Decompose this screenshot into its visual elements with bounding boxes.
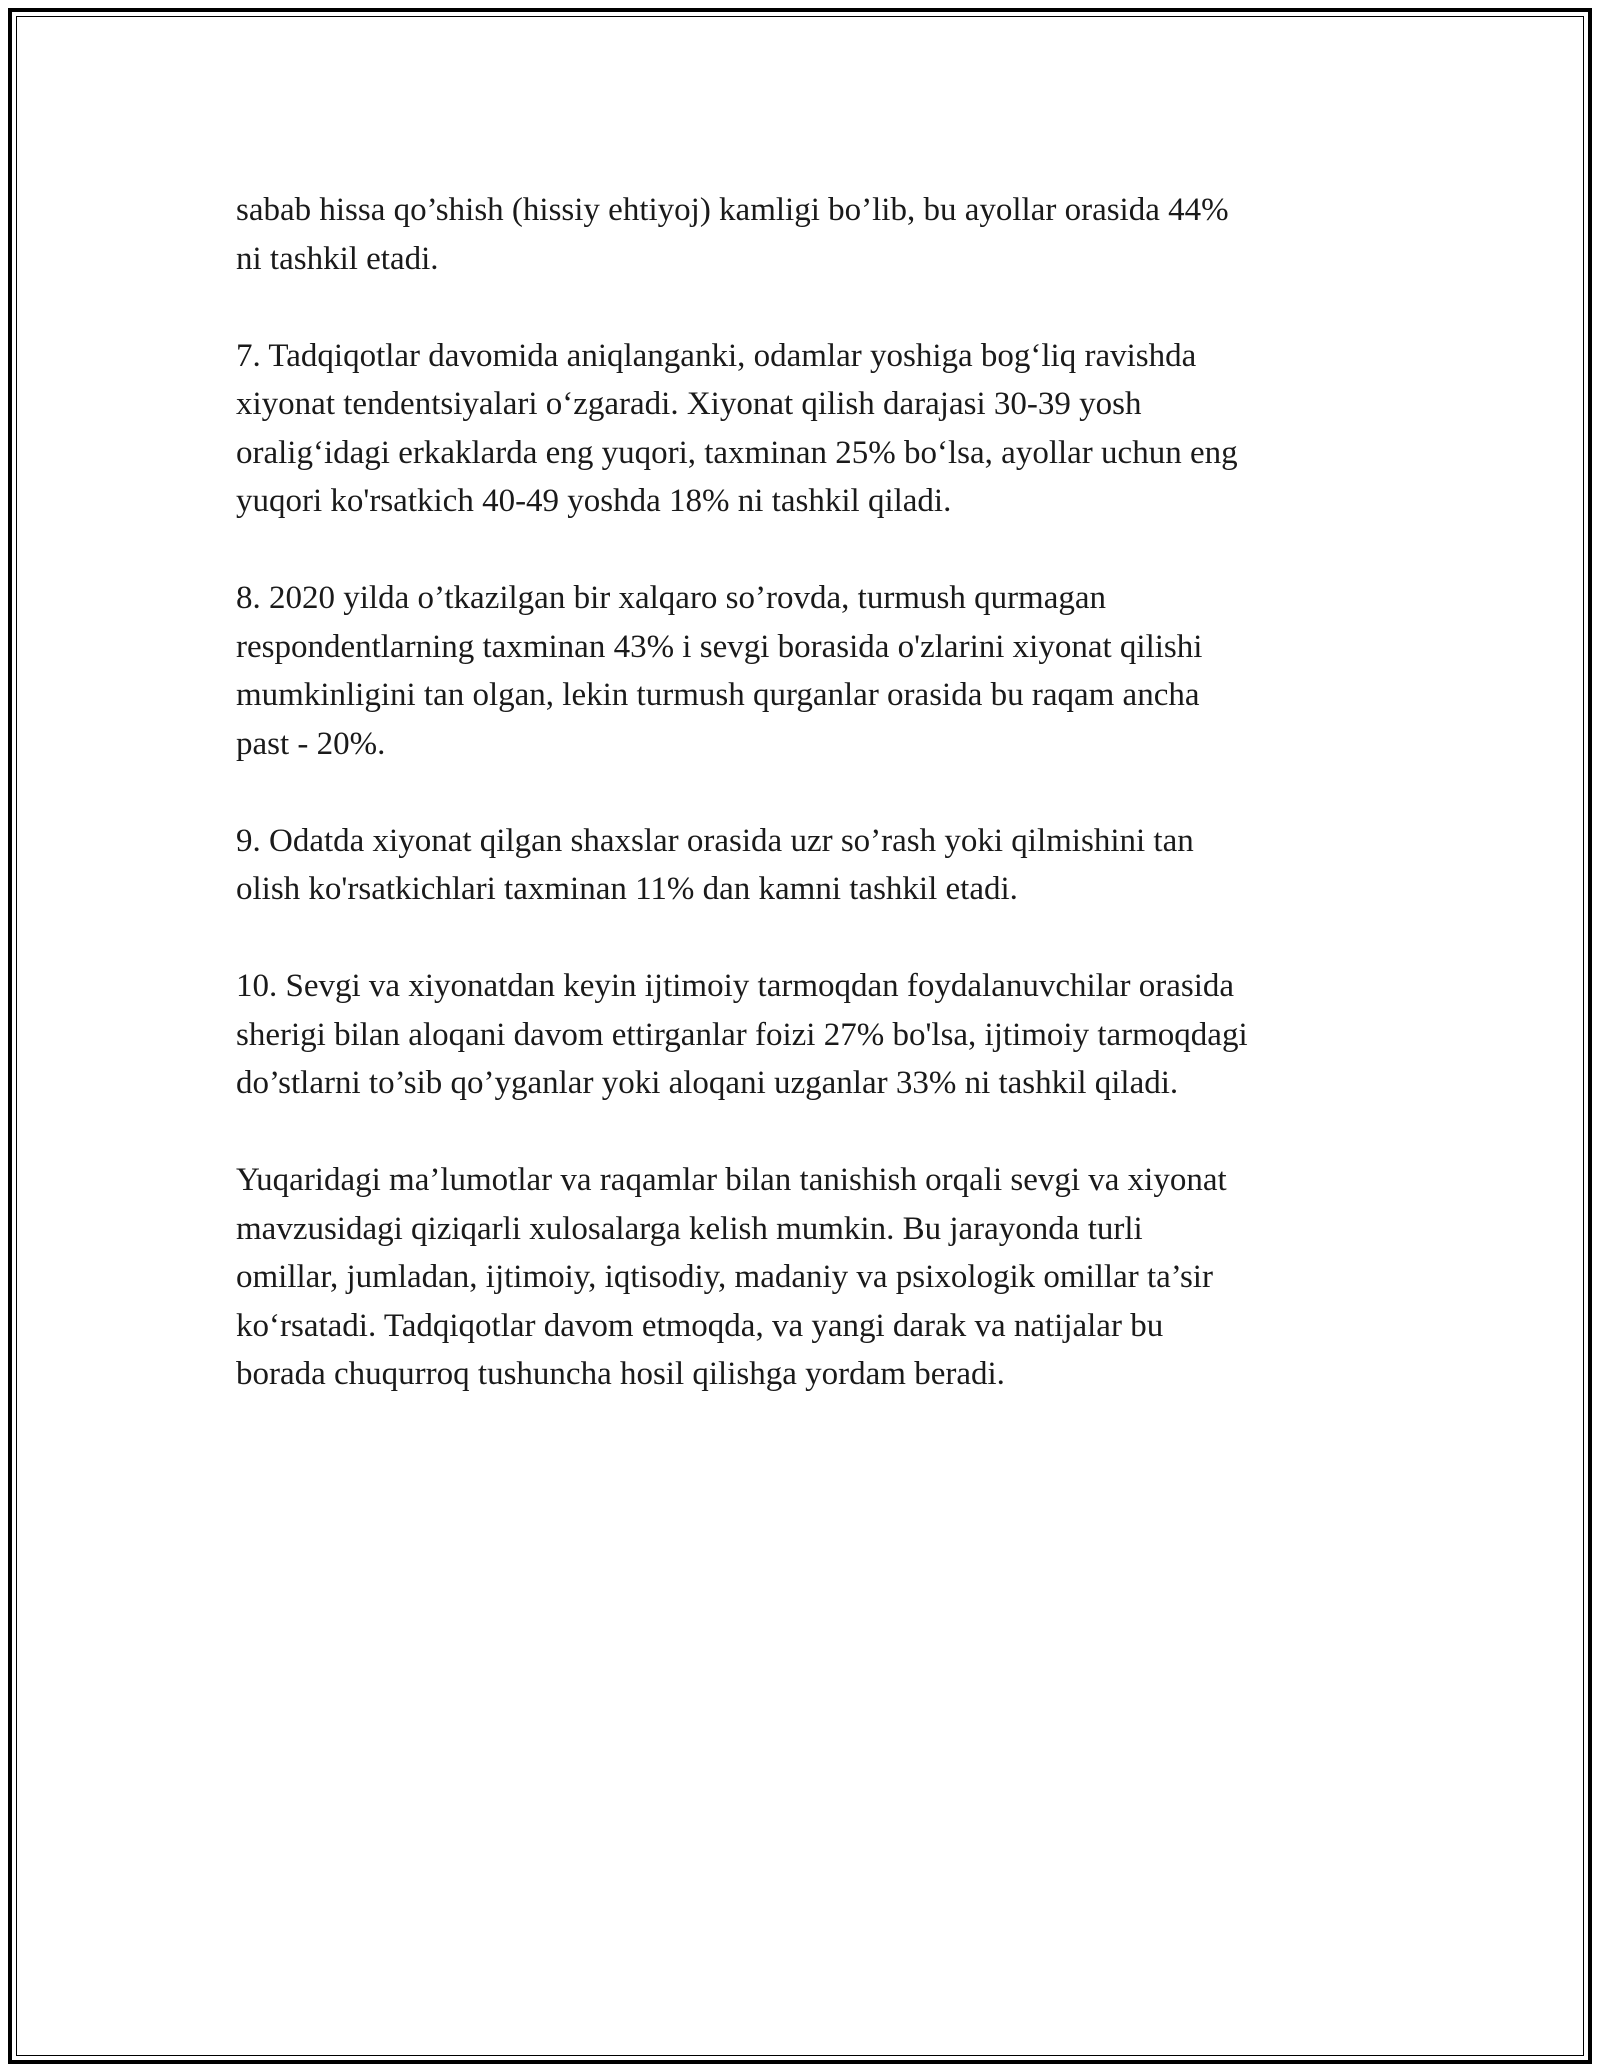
document-body <box>236 186 1366 1447</box>
paragraph-item-10: 10. Sevgi va xiyonatdan keyin ijtimoiy tarmoqdan foydalanuvchilar orasida sherigi bilan aloqani davom ettirganlar foizi 27% bo'lsa, ijtimoiy tarmoqdagi do’stlarni to’sib qo’yganlar yoki aloqani uzganlar 33% ni tashkil qiladi. <box>236 968 1248 1101</box>
paragraph-item-7: 7. Tadqiqotlar davomida aniqlanganki, odamlar yoshiga bog‘liq ravishda xiyonat tendentsiyalari o‘zgaradi. Xiyonat qilish darajasi 30-39 yosh oralig‘idagi erkaklarda eng yuqori, taxminan 25% bo‘lsa, ayollar uchun eng yuqori ko'rsatkich 40-49 yoshda 18% ni tashkil qiladi. <box>236 337 1238 519</box>
paragraph-item-9: 9. Odatda xiyonat qilgan shaxslar orasida uzr so’rash yoki qilmishini tan olish ko'rsatkichlari taxminan 11% dan kamni tashkil etadi. <box>236 822 1194 907</box>
paragraph-continuation: sabab hissa qo’shish (hissiy ehtiyoj) kamligi bo’lib, bu ayollar orasida 44% ni tashkil etadi. <box>236 192 1229 277</box>
paragraph-item-8: 8. 2020 yilda o’tkazilgan bir xalqaro so’rovda, turmush qurmagan respondentlarning taxminan 43% i sevgi borasida o'zlarini xiyonat qilishi mumkinligini tan olgan, lekin turmush qurganlar orasida bu raqam ancha past - 20%. <box>236 580 1203 762</box>
paragraph-conclusion: Yuqaridagi ma’lumotlar va raqamlar bilan tanishish orqali sevgi va xiyonat mavzusidagi qiziqarli xulosalarga kelish mumkin. Bu jarayonda turli omillar, jumladan, ijtimoiy, iqtisodiy, madaniy va psixologik omillar ta’sir ko‘rsatadi. Tadqiqotlar davom etmoqda, va yangi darak va natijalar bu borada chuqurroq tushuncha hosil qilishga yordam beradi. <box>236 1162 1227 1392</box>
